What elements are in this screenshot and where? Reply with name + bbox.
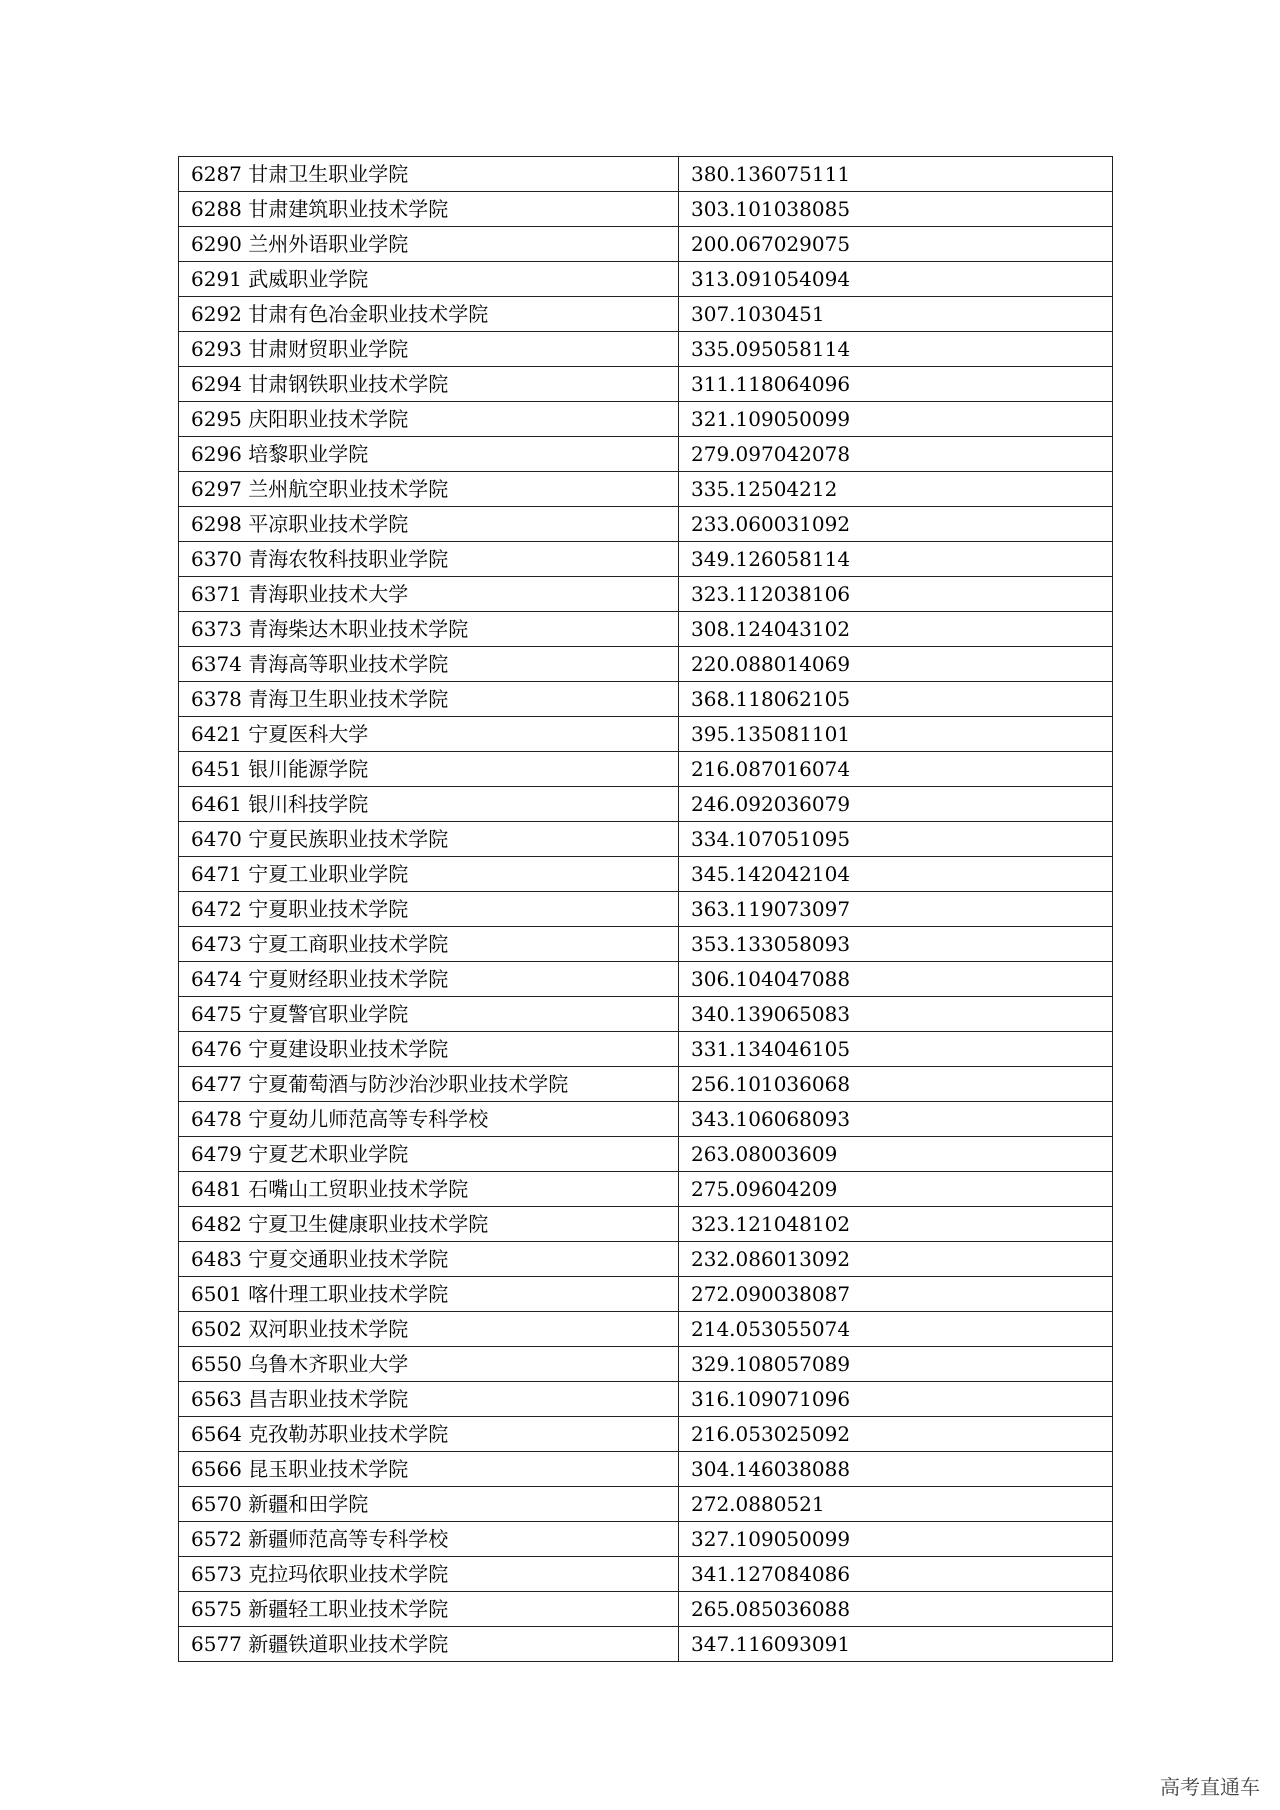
table-row bbox=[179, 647, 1113, 682]
score-cell: 304.146038088 bbox=[679, 1452, 1113, 1487]
school-cell: 6461 银川科技学院 bbox=[179, 787, 679, 822]
school-cell: 6292 甘肃有色冶金职业技术学院 bbox=[179, 297, 679, 332]
school-cell: 6570 新疆和田学院 bbox=[179, 1487, 679, 1522]
score-cell: 380.136075111 bbox=[679, 157, 1113, 192]
table-row bbox=[179, 927, 1113, 962]
school-cell: 6472 宁夏职业技术学院 bbox=[179, 892, 679, 927]
table-row bbox=[179, 157, 1113, 192]
score-cell: 316.109071096 bbox=[679, 1382, 1113, 1417]
school-cell: 6501 喀什理工职业技术学院 bbox=[179, 1277, 679, 1312]
school-cell: 6297 兰州航空职业技术学院 bbox=[179, 472, 679, 507]
score-cell: 311.118064096 bbox=[679, 367, 1113, 402]
table-row bbox=[179, 752, 1113, 787]
table-row bbox=[179, 472, 1113, 507]
table-row bbox=[179, 297, 1113, 332]
score-cell: 214.053055074 bbox=[679, 1312, 1113, 1347]
school-cell: 6474 宁夏财经职业技术学院 bbox=[179, 962, 679, 997]
school-cell: 6566 昆玉职业技术学院 bbox=[179, 1452, 679, 1487]
score-table bbox=[178, 156, 1113, 1662]
score-cell: 321.109050099 bbox=[679, 402, 1113, 437]
table-row bbox=[179, 682, 1113, 717]
score-cell: 331.134046105 bbox=[679, 1032, 1113, 1067]
school-cell: 6481 石嘴山工贸职业技术学院 bbox=[179, 1172, 679, 1207]
score-cell: 349.126058114 bbox=[679, 542, 1113, 577]
school-cell: 6575 新疆轻工职业技术学院 bbox=[179, 1592, 679, 1627]
school-cell: 6451 银川能源学院 bbox=[179, 752, 679, 787]
school-cell: 6478 宁夏幼儿师范高等专科学校 bbox=[179, 1102, 679, 1137]
score-cell: 345.142042104 bbox=[679, 857, 1113, 892]
table-row bbox=[179, 437, 1113, 472]
table-row bbox=[179, 1627, 1113, 1662]
table-row bbox=[179, 892, 1113, 927]
table-row bbox=[179, 1452, 1113, 1487]
score-cell: 307.1030451 bbox=[679, 297, 1113, 332]
school-cell: 6291 武威职业学院 bbox=[179, 262, 679, 297]
school-cell: 6287 甘肃卫生职业学院 bbox=[179, 157, 679, 192]
score-cell: 334.107051095 bbox=[679, 822, 1113, 857]
score-cell: 306.104047088 bbox=[679, 962, 1113, 997]
table-row bbox=[179, 262, 1113, 297]
table-row bbox=[179, 1172, 1113, 1207]
table-row bbox=[179, 612, 1113, 647]
school-cell: 6296 培黎职业学院 bbox=[179, 437, 679, 472]
score-cell: 220.088014069 bbox=[679, 647, 1113, 682]
score-cell: 246.092036079 bbox=[679, 787, 1113, 822]
school-cell: 6479 宁夏艺术职业学院 bbox=[179, 1137, 679, 1172]
table-row bbox=[179, 997, 1113, 1032]
score-cell: 303.101038085 bbox=[679, 192, 1113, 227]
table-row bbox=[179, 962, 1113, 997]
table-row bbox=[179, 402, 1113, 437]
table-row bbox=[179, 367, 1113, 402]
score-cell: 279.097042078 bbox=[679, 437, 1113, 472]
table-row bbox=[179, 1102, 1113, 1137]
score-cell: 329.108057089 bbox=[679, 1347, 1113, 1382]
table-row bbox=[179, 1207, 1113, 1242]
school-cell: 6477 宁夏葡萄酒与防沙治沙职业技术学院 bbox=[179, 1067, 679, 1102]
table-row bbox=[179, 227, 1113, 262]
school-cell: 6476 宁夏建设职业技术学院 bbox=[179, 1032, 679, 1067]
school-cell: 6564 克孜勒苏职业技术学院 bbox=[179, 1417, 679, 1452]
table-row bbox=[179, 1382, 1113, 1417]
school-cell: 6293 甘肃财贸职业学院 bbox=[179, 332, 679, 367]
table-row bbox=[179, 1032, 1113, 1067]
school-cell: 6373 青海柴达木职业技术学院 bbox=[179, 612, 679, 647]
score-cell: 265.085036088 bbox=[679, 1592, 1113, 1627]
school-cell: 6374 青海高等职业技术学院 bbox=[179, 647, 679, 682]
school-cell: 6483 宁夏交通职业技术学院 bbox=[179, 1242, 679, 1277]
score-cell: 340.139065083 bbox=[679, 997, 1113, 1032]
school-cell: 6577 新疆铁道职业技术学院 bbox=[179, 1627, 679, 1662]
score-cell: 263.08003609 bbox=[679, 1137, 1113, 1172]
score-cell: 232.086013092 bbox=[679, 1242, 1113, 1277]
school-cell: 6563 昌吉职业技术学院 bbox=[179, 1382, 679, 1417]
table-row bbox=[179, 1347, 1113, 1382]
score-cell: 313.091054094 bbox=[679, 262, 1113, 297]
table-row bbox=[179, 1312, 1113, 1347]
score-cell: 256.101036068 bbox=[679, 1067, 1113, 1102]
table-row bbox=[179, 192, 1113, 227]
table-row bbox=[179, 787, 1113, 822]
score-cell: 395.135081101 bbox=[679, 717, 1113, 752]
table-row bbox=[179, 1137, 1113, 1172]
score-cell: 272.090038087 bbox=[679, 1277, 1113, 1312]
school-cell: 6482 宁夏卫生健康职业技术学院 bbox=[179, 1207, 679, 1242]
score-cell: 200.067029075 bbox=[679, 227, 1113, 262]
watermark: 高考直通车 bbox=[1160, 1775, 1260, 1799]
school-cell: 6573 克拉玛依职业技术学院 bbox=[179, 1557, 679, 1592]
school-cell: 6371 青海职业技术大学 bbox=[179, 577, 679, 612]
table-row bbox=[179, 1592, 1113, 1627]
table-row bbox=[179, 1557, 1113, 1592]
table-row bbox=[179, 577, 1113, 612]
table-row bbox=[179, 1417, 1113, 1452]
table-row bbox=[179, 1277, 1113, 1312]
score-cell: 341.127084086 bbox=[679, 1557, 1113, 1592]
table-row bbox=[179, 857, 1113, 892]
table-row bbox=[179, 1487, 1113, 1522]
school-cell: 6502 双河职业技术学院 bbox=[179, 1312, 679, 1347]
school-cell: 6473 宁夏工商职业技术学院 bbox=[179, 927, 679, 962]
table-body bbox=[179, 157, 1113, 1662]
school-cell: 6370 青海农牧科技职业学院 bbox=[179, 542, 679, 577]
table-row bbox=[179, 822, 1113, 857]
score-cell: 323.112038106 bbox=[679, 577, 1113, 612]
table-row bbox=[179, 542, 1113, 577]
school-cell: 6475 宁夏警官职业学院 bbox=[179, 997, 679, 1032]
school-cell: 6471 宁夏工业职业学院 bbox=[179, 857, 679, 892]
school-cell: 6295 庆阳职业技术学院 bbox=[179, 402, 679, 437]
table-row bbox=[179, 332, 1113, 367]
score-cell: 233.060031092 bbox=[679, 507, 1113, 542]
score-cell: 368.118062105 bbox=[679, 682, 1113, 717]
score-cell: 216.087016074 bbox=[679, 752, 1113, 787]
school-cell: 6572 新疆师范高等专科学校 bbox=[179, 1522, 679, 1557]
school-cell: 6288 甘肃建筑职业技术学院 bbox=[179, 192, 679, 227]
table-row bbox=[179, 1522, 1113, 1557]
score-cell: 353.133058093 bbox=[679, 927, 1113, 962]
school-cell: 6378 青海卫生职业技术学院 bbox=[179, 682, 679, 717]
table-row bbox=[179, 1067, 1113, 1102]
score-cell: 327.109050099 bbox=[679, 1522, 1113, 1557]
school-cell: 6290 兰州外语职业学院 bbox=[179, 227, 679, 262]
score-cell: 335.095058114 bbox=[679, 332, 1113, 367]
table-row bbox=[179, 507, 1113, 542]
score-cell: 272.0880521 bbox=[679, 1487, 1113, 1522]
school-cell: 6421 宁夏医科大学 bbox=[179, 717, 679, 752]
score-cell: 363.119073097 bbox=[679, 892, 1113, 927]
score-cell: 323.121048102 bbox=[679, 1207, 1113, 1242]
score-cell: 308.124043102 bbox=[679, 612, 1113, 647]
score-cell: 216.053025092 bbox=[679, 1417, 1113, 1452]
table-row bbox=[179, 1242, 1113, 1277]
school-cell: 6298 平凉职业技术学院 bbox=[179, 507, 679, 542]
score-cell: 275.09604209 bbox=[679, 1172, 1113, 1207]
school-cell: 6294 甘肃钢铁职业技术学院 bbox=[179, 367, 679, 402]
school-cell: 6550 乌鲁木齐职业大学 bbox=[179, 1347, 679, 1382]
table-row bbox=[179, 717, 1113, 752]
score-cell: 347.116093091 bbox=[679, 1627, 1113, 1662]
school-cell: 6470 宁夏民族职业技术学院 bbox=[179, 822, 679, 857]
score-cell: 343.106068093 bbox=[679, 1102, 1113, 1137]
score-cell: 335.12504212 bbox=[679, 472, 1113, 507]
